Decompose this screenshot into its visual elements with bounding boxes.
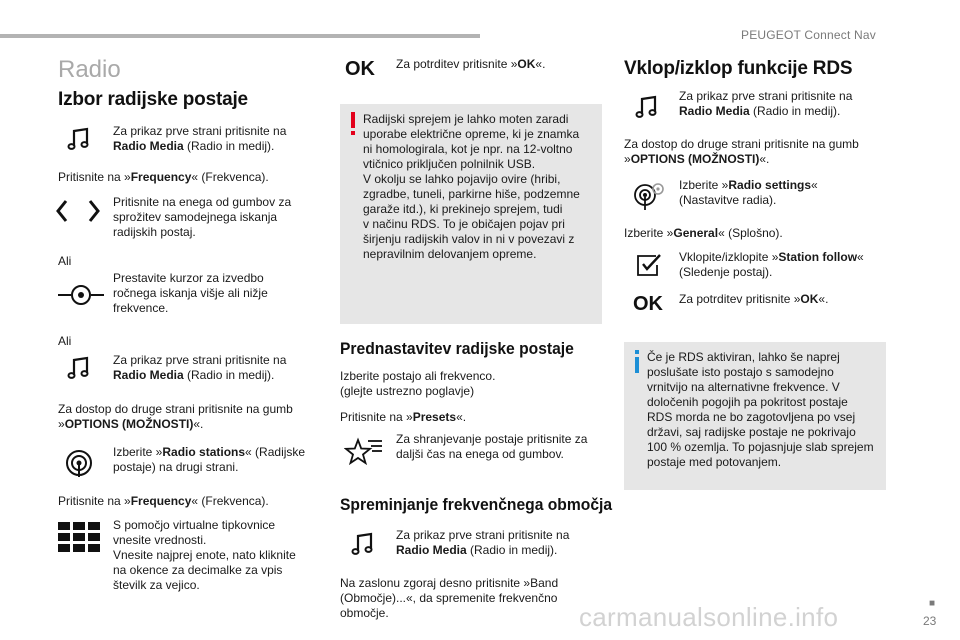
preset-star-icon [344,436,384,468]
page-number: 23 [923,614,937,628]
col1-p5: Za prikaz prve strani pritisnite na Radio Media (Radio in medij). [113,353,287,382]
col1-p2: Pritisnite na »Frequency« (Frekvenca). [58,170,269,184]
info-box [624,342,886,490]
col1-p7: Izberite »Radio stations« (Radijske postaje) na drugi strani. [113,445,306,474]
info-text: Če je RDS aktiviran, lahko še naprej poslušate isto postajo s samodejno vrnitvijo na alternativne frekvence. V določenih pogojih pa pokritost postaje RDS morda ne bo zagotovljena po vsej državi, saj radijske postaje ne pokrivajo 100 % ozemlja. To pojasnjuje slab sprejem postaje med potovanjem. [647,350,874,469]
chevron-left-right-icon [54,198,104,224]
header-brand: PEUGEOT Connect Nav [741,28,876,42]
ok-icon: OK [345,58,375,80]
section-title: Radio [58,56,121,83]
col3-p4: Izberite »General« (Splošno). [624,226,783,240]
heading-station-select: Izbor radijske postaje [58,89,248,110]
col1-p1: Za prikaz prve strani pritisnite na Radio Media (Radio in medij). [113,124,287,153]
info-icon [632,350,642,374]
warning-box [340,104,602,324]
checkbox-icon [636,252,662,278]
col1-p9: S pomočjo virtualne tipkovnice vnesite vrednosti. Vnesite najprej enote, nato kliknite na okence za decimalke za vpis številk za vejico. [113,518,296,592]
col3-p6: Za potrditev pritisnite »OK«. [679,292,829,306]
heading-rds: Vklop/izklop funkcije RDS [624,58,853,79]
page-marker: ■ [929,598,936,609]
col3-p2: Za dostop do druge strani pritisnite na gumb »OPTIONS (MOŽNOSTI)«. [624,137,859,166]
col1-p6: Za dostop do druge strani pritisnite na gumb »OPTIONS (MOŽNOSTI)«. [58,402,293,431]
col1-p4: Prestavite kurzor za izvedbo ročnega iskanja višje ali nižje frekvence. [113,271,268,315]
col2-p6: Na zaslonu zgoraj desno pritisnite »Band (Območje)...«, da spremenite frekvenčno območje. [340,576,559,620]
col1-ali-1: Ali [58,254,72,268]
watermark: carmanualsonline.info [579,602,839,632]
radio-settings-icon [632,180,666,212]
col2-p3: Pritisnite na »Presets«. [340,410,467,424]
warning-text: Radijski sprejem je lahko moten zaradi uporabe električne opreme, ki je znamka ni homologirala, kot je npr. na 12-voltno vtičnico priključen polnilnik USB. V okolju se lahko pojavijo ovire (hribi, zgradbe, tuneli, parkirne hiše, podzemne garaže itd.), ki prekinejo sprejem, tudi v načinu RDS. To je običajen pojav pri širjenju radijskih valov in ni v povezavi z nepravilnim delovanjem opreme. [363,112,580,261]
col1-p3: Pritisnite na enega od gumbov za sprožitev samodejnega iskanja radijskih postaj. [113,195,292,239]
col2-p5: Za prikaz prve strani pritisnite na Radio Media (Radio in medij). [396,528,570,557]
music-note-icon [66,126,92,152]
music-note-icon [634,94,660,120]
music-note-icon [350,531,376,557]
heading-band: Spreminjanje frekvenčnega območja [340,495,613,514]
col3-p5: Vklopite/izklopite »Station follow« (Sledenje postaj). [679,250,864,279]
col2-p4: Za shranjevanje postaje pritisnite za daljši čas na enega od gumbov. [396,432,588,461]
warning-exclamation-icon [348,112,358,136]
keyboard-icon [58,522,100,552]
col2-p1: Za potrditev pritisnite »OK«. [396,57,546,71]
col1-p8: Pritisnite na »Frequency« (Frekvenca). [58,494,269,508]
ok-icon: OK [633,293,663,315]
music-note-icon [66,355,92,381]
tuning-cursor-icon [58,282,104,308]
col2-p2: Izberite postajo ali frekvenco. (glejte ustrezno poglavje) [340,369,496,398]
col3-p3: Izberite »Radio settings« (Nastavitve radia). [679,178,818,207]
col3-p1: Za prikaz prve strani pritisnite na Radio Media (Radio in medij). [679,89,853,118]
radio-station-icon [64,448,94,478]
heading-presets: Prednastavitev radijske postaje [340,339,574,358]
col1-ali-2: Ali [58,334,72,348]
header-rule [0,34,480,38]
